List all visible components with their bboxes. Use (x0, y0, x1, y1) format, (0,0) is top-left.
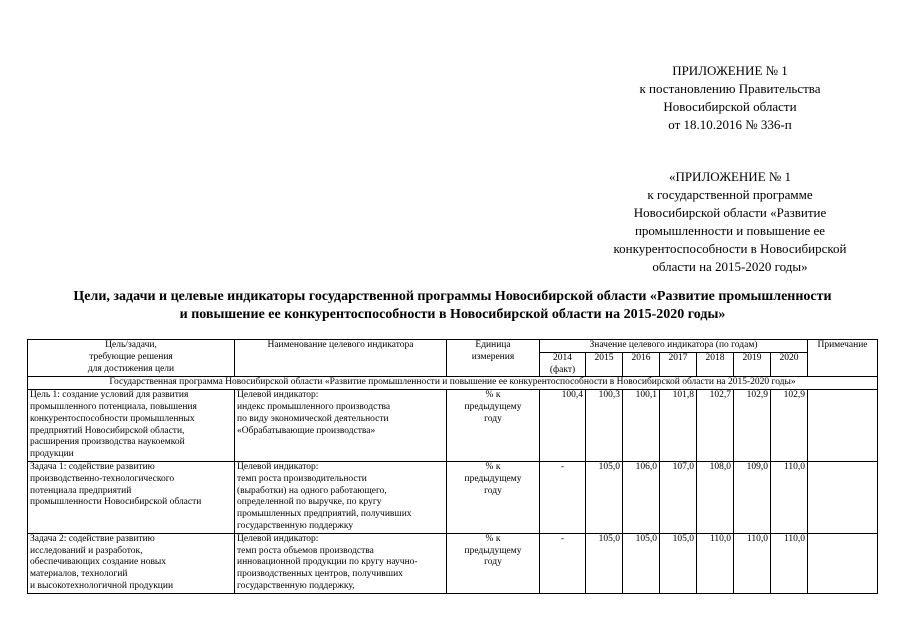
value-cell: 105,0 (586, 533, 623, 593)
header-goal: Цель/задачи, требующие решения для достижения цели (28, 340, 235, 377)
header-year: 2018 (697, 352, 734, 377)
value-cell: 100,3 (586, 390, 623, 462)
goals-indicators-table (27, 339, 878, 594)
indicator-cell: Целевой индикатор: индекс промышленного производства по виду экономической деятельности «Обрабатывающие производства» (235, 390, 447, 462)
value-cell: 108,0 (697, 461, 734, 533)
appendix-line: Новосибирской области «Развитие (633, 205, 827, 220)
header-year: 2015 (586, 352, 623, 377)
value-cell: 102,7 (697, 390, 734, 462)
note-cell (808, 533, 878, 593)
value-cell: 110,0 (734, 533, 771, 593)
header-year: 2014 (факт) (540, 352, 586, 377)
header-indicator: Наименование целевого индикатора (235, 340, 447, 377)
value-cell: 101,8 (660, 390, 697, 462)
goal-cell: Цель 1: создание условий для развития промышленного потенциала, повышения конкурентоспособности промышленных предприятий Новосибирской области, расширения производства наукоемкой продукции (28, 390, 235, 462)
unit-cell: % к предыдущему году (447, 390, 540, 462)
value-cell: 102,9 (771, 390, 808, 462)
appendix-line: конкурентоспособности в Новосибирской (613, 241, 847, 256)
value-cell: 110,0 (697, 533, 734, 593)
title-line: и повышение ее конкурентоспособности в Новосибирской области на 2015-2020 годы» (179, 307, 726, 322)
value-cell: 102,9 (734, 390, 771, 462)
unit-cell: % к предыдущему году (447, 533, 540, 593)
title-line: Цели, задачи и целевые индикаторы государственной программы Новосибирской области «Развитие промышленности (73, 289, 832, 304)
table-row (28, 390, 878, 462)
value-cell: - (540, 533, 586, 593)
value-cell: 106,0 (623, 461, 660, 533)
header-note: Примечание (808, 340, 878, 377)
header-year: 2017 (660, 352, 697, 377)
resolution-appendix-block (610, 62, 850, 134)
note-cell (808, 390, 878, 462)
header-year: 2016 (623, 352, 660, 377)
appendix-line: к постановлению Правительства (639, 81, 821, 96)
value-cell: 110,0 (771, 461, 808, 533)
unit-cell: % к предыдущему году (447, 461, 540, 533)
value-cell: 100,1 (623, 390, 660, 462)
appendix-line: промышленности и повышение ее (634, 223, 826, 238)
appendix-line: «ПРИЛОЖЕНИЕ № 1 (668, 169, 792, 184)
header-row (28, 340, 878, 353)
appendix-line: Новосибирской области (663, 99, 797, 114)
value-cell: 105,0 (586, 461, 623, 533)
goal-cell: Задача 2: содействие развитию исследований и разработок, обеспечивающих создание новых материалов, технологий и высокотехнологичной продукции (28, 533, 235, 593)
value-cell: 105,0 (660, 533, 697, 593)
value-cell: 105,0 (623, 533, 660, 593)
table-row (28, 533, 878, 593)
value-cell: 109,0 (734, 461, 771, 533)
document-title (20, 288, 885, 324)
appendix-line: ПРИЛОЖЕНИЕ № 1 (672, 63, 788, 78)
goal-cell: Задача 1: содействие развитию производственно-технологического потенциала предприятий промышленности Новосибирской области (28, 461, 235, 533)
header-year: 2019 (734, 352, 771, 377)
header-values-group: Значение целевого индикатора (по годам) (540, 340, 808, 353)
indicator-cell: Целевой индикатор: темп роста производительности (выработки) на одного работающего, определенной по выручке, по кругу промышленных предприятий, получивших государственную поддержку (235, 461, 447, 533)
table-row (28, 461, 878, 533)
value-cell: 107,0 (660, 461, 697, 533)
program-name-cell: Государственная программа Новосибирской области «Развитие промышленности и повышение ее конкурентоспособности в Новосибирской области на 2015-2020 годы» (28, 377, 878, 390)
value-cell: 110,0 (771, 533, 808, 593)
header-year: 2020 (771, 352, 808, 377)
value-cell: 100,4 (540, 390, 586, 462)
indicator-cell: Целевой индикатор: темп роста объемов производства инновационной продукции по кругу научно- производственных центров, получивших государственную поддержку, (235, 533, 447, 593)
note-cell (808, 461, 878, 533)
program-row (28, 377, 878, 390)
appendix-line: к государственной программе (647, 187, 813, 202)
program-appendix-block (590, 168, 870, 276)
header-unit: Единица измерения (447, 340, 540, 377)
value-cell: - (540, 461, 586, 533)
appendix-line: от 18.10.2016 № 336-п (668, 117, 792, 132)
appendix-line: области на 2015-2020 годы» (652, 259, 808, 274)
